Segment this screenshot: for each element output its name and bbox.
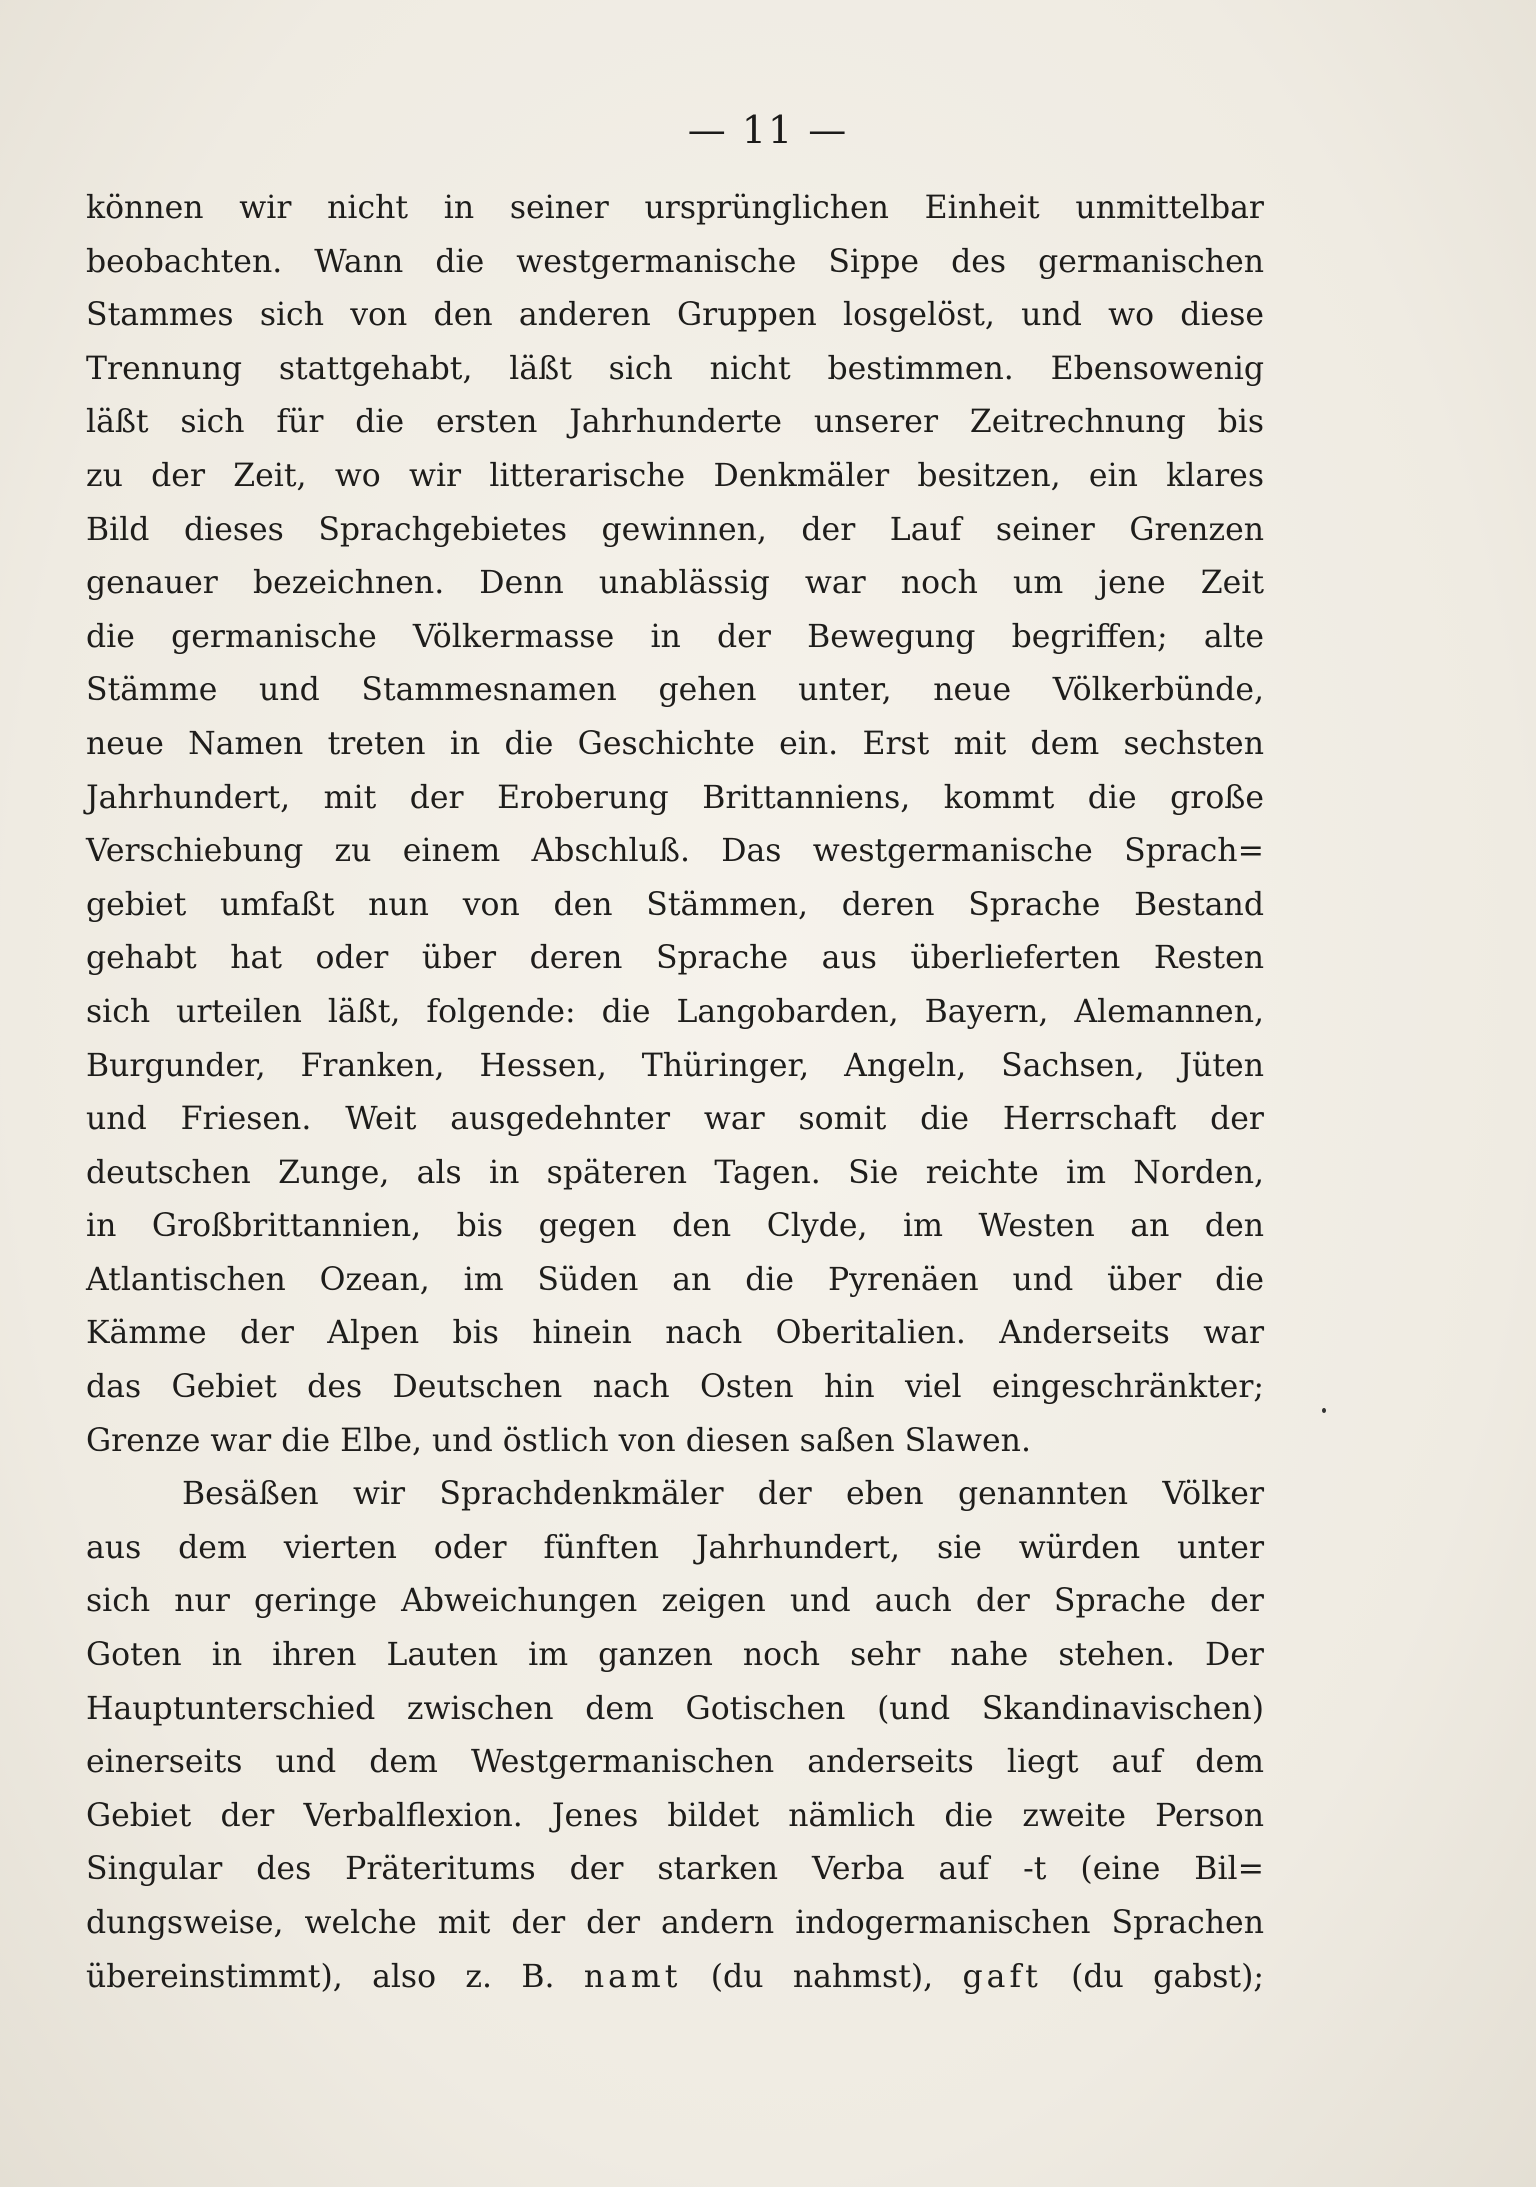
text-line: Burgunder, Franken, Hessen, Thüringer, Angeln, Sachsen, Jüten: [86, 1047, 1264, 1084]
page-number: — 11 —: [687, 108, 849, 152]
text-line: gebiet umfaßt nun von den Stämmen, deren Sprache Bestand: [86, 886, 1264, 923]
text-line: genauer bezeichnen. Denn unablässig war noch um jene Zeit: [86, 565, 1264, 602]
gothic-example-namt: namt: [583, 1958, 682, 1995]
gloss-nahmst: (du nahmst),: [710, 1958, 934, 1995]
text-line: Jahrhundert, mit der Eroberung Brittanniens, kommt die große: [86, 779, 1264, 816]
text-line: aus dem vierten oder fünften Jahrhundert, sie würden unter: [86, 1529, 1264, 1566]
text-line: Hauptunterschied zwischen dem Gotischen (und Skandinavischen): [86, 1690, 1264, 1727]
text-line: beobachten. Wann die westgermanische Sippe des germanischen: [86, 243, 1264, 280]
text-line: in Großbrittannien, bis gegen den Clyde, im Westen an den: [86, 1208, 1264, 1245]
text-line: das Gebiet des Deutschen nach Osten hin viel eingeschränkter;: [86, 1369, 1264, 1406]
text-line: zu der Zeit, wo wir litterarische Denkmäler besitzen, ein klares: [86, 457, 1264, 494]
text-line: können wir nicht in seiner ursprünglichen Einheit unmittelbar: [86, 190, 1264, 226]
gothic-example-gaft: gaft: [962, 1958, 1042, 1995]
body-text: [86, 182, 1264, 2004]
text-line: einerseits und dem Westgermanischen anderseits liegt auf dem: [86, 1744, 1264, 1781]
text-line: Atlantischen Ozean, im Süden an die Pyrenäen und über die: [86, 1261, 1264, 1298]
text-line: Kämme der Alpen bis hinein nach Oberitalien. Anderseits war: [86, 1315, 1264, 1352]
final-line-before: übereinstimmt), also z. B.: [86, 1958, 555, 1995]
text-line: Trennung stattgehabt, läßt sich nicht bestimmen. Ebensowenig: [86, 350, 1264, 387]
gloss-gabst: (du gabst);: [1071, 1958, 1264, 1995]
text-line: läßt sich für die ersten Jahrhunderte unserer Zeitrechnung bis: [86, 404, 1264, 441]
text-line: Goten in ihren Lauten im ganzen noch sehr nahe stehen. Der: [86, 1637, 1264, 1674]
text-line: Gebiet der Verbalflexion. Jenes bildet nämlich die zweite Person: [86, 1797, 1264, 1834]
text-line: gehabt hat oder über deren Sprache aus überlieferten Resten: [86, 940, 1264, 977]
final-text-line: [86, 1951, 1264, 2005]
text-line: Singular des Präteritums der starken Verba auf -t (eine Bil=: [86, 1851, 1264, 1888]
text-line: die germanische Völkermasse in der Bewegung begriffen; alte: [86, 618, 1264, 655]
text-line: Grenze war die Elbe, und östlich von diesen saßen Slawen.: [86, 1422, 1031, 1459]
text-line: Verschiebung zu einem Abschluß. Das westgermanische Sprach=: [86, 833, 1264, 870]
text-line: deutschen Zunge, als in späteren Tagen. Sie reichte im Norden,: [86, 1154, 1264, 1191]
ink-speck: [1322, 1408, 1326, 1413]
text-line: Bild dieses Sprachgebietes gewinnen, der Lauf seiner Grenzen: [86, 511, 1264, 548]
text-line: und Friesen. Weit ausgedehnter war somit die Herrschaft der: [86, 1101, 1264, 1138]
text-line: Stämme und Stammesnamen gehen unter, neue Völkerbünde,: [86, 672, 1264, 709]
text-line: neue Namen treten in die Geschichte ein. Erst mit dem sechsten: [86, 725, 1264, 762]
text-line: sich nur geringe Abweichungen zeigen und auch der Sprache der: [86, 1583, 1264, 1620]
text-line: sich urteilen läßt, folgende: die Langobarden, Bayern, Alemannen,: [86, 993, 1264, 1030]
text-line: Stammes sich von den anderen Gruppen losgelöst, und wo diese: [86, 297, 1264, 334]
paragraph-start-line: Besäßen wir Sprachdenkmäler der eben genannten Völker: [182, 1476, 1264, 1513]
text-line: dungsweise, welche mit der der andern indogermanischen Sprachen: [86, 1905, 1264, 1941]
